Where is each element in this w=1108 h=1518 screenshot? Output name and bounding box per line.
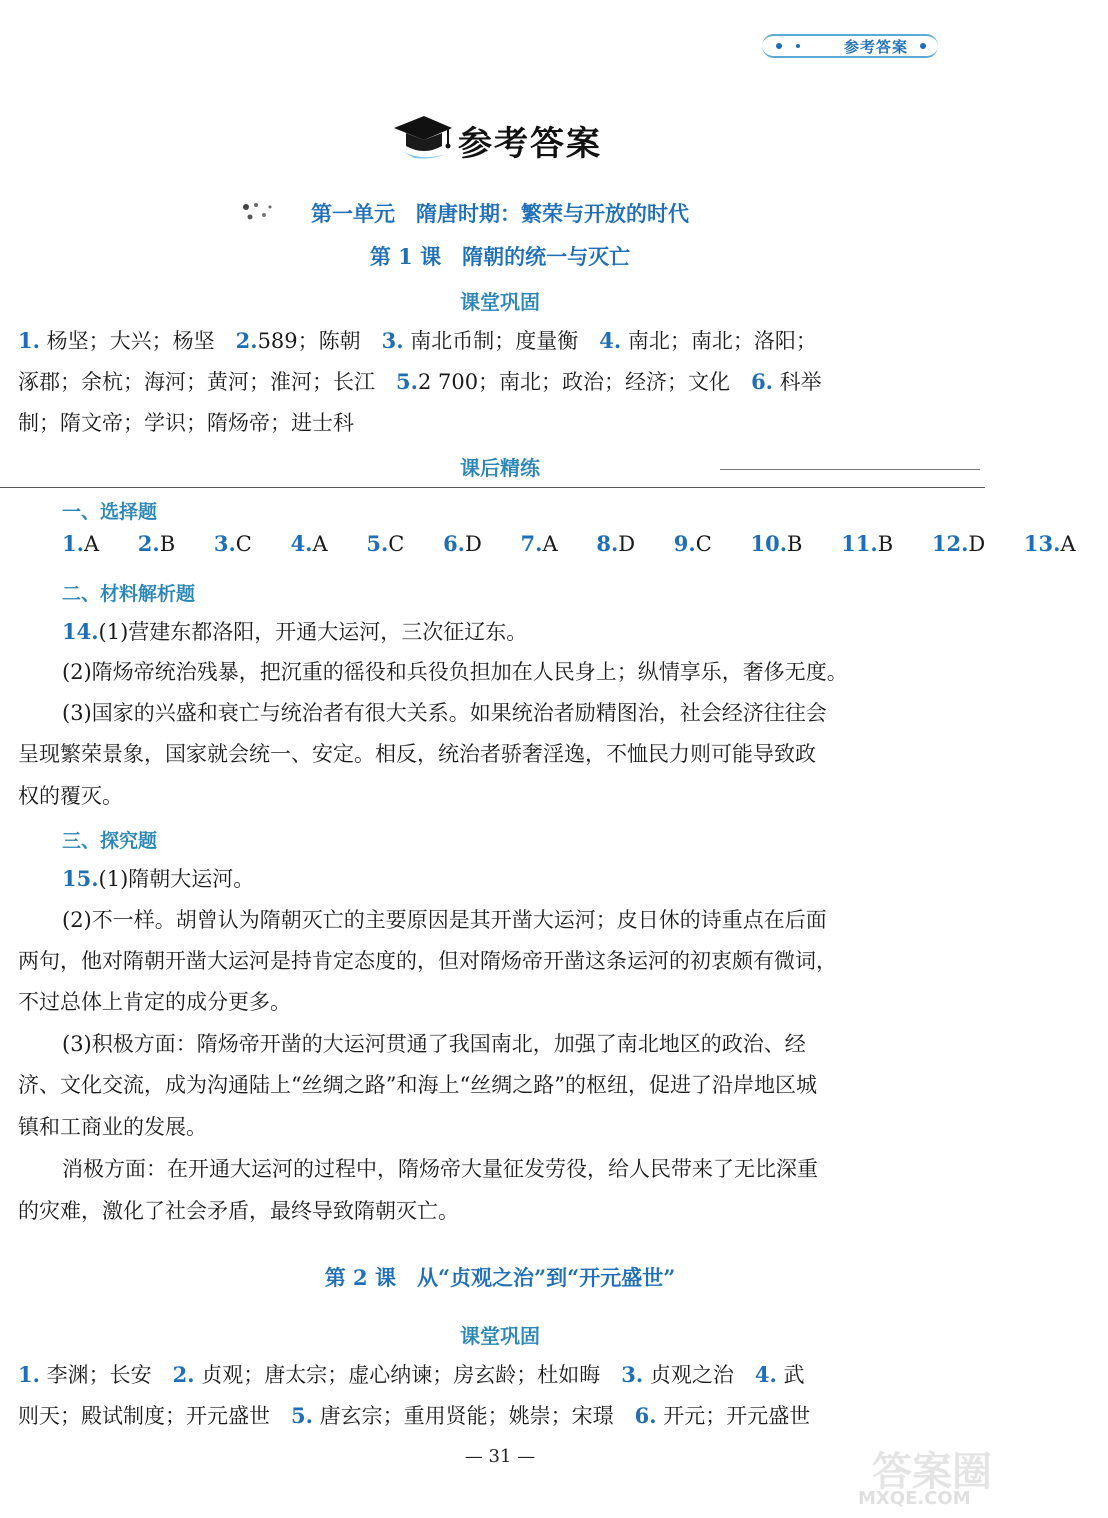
answer-line: 消极方面：在开通大运河的过程中，隋炀帝大量征发劳役，给人民带来了无比深重 [62,1157,818,1181]
lesson-1-section-classroom: 课堂巩固 [460,290,540,314]
choice-answer: 6.D [443,531,482,556]
question-group-heading: 三、探究题 [62,830,158,852]
lesson-2-section-classroom: 课堂巩固 [460,1324,540,1348]
lesson-1-title: 第 1 课 隋朝的统一与灭亡 [369,244,631,269]
answer-line: (3)积极方面：隋炀帝开凿的大运河贯通了我国南北，加强了南北地区的政治、经 [62,1032,806,1056]
answer-line: 两句，他对隋朝开凿大运河是持肯定态度的，但对隋炀帝开凿这条运河的初衷颇有微词， [18,949,837,973]
graduation-cap-icon [390,112,456,164]
question-group-heading: 二、材料解析题 [62,583,196,605]
choice-answer: 11.B [841,531,894,556]
answer-line: 不过总体上肯定的成分更多。 [18,990,291,1014]
choice-answer: 5.C [366,531,405,556]
answer-line: 15.(1)隋朝大运河。 [62,866,255,891]
answer-line: (3)国家的兴盛和衰亡与统治者有很大关系。如果统治者励精图治，社会经济往往会 [62,701,827,725]
tab-dot-icon [796,44,800,48]
page-number: — 31 — [464,1446,536,1467]
choice-answer: 9.C [673,531,712,556]
corner-tab-label: 参考答案 [843,37,908,56]
main-title: 参考答案 [458,124,602,164]
tab-dot-icon [776,43,782,49]
watermark-logo: 答案圈 [872,1449,992,1495]
choice-answer: 10.B [750,531,803,556]
watermark [828,1440,994,1512]
unit-title: 第一单元 隋唐时期：繁荣与开放的时代 [311,201,689,226]
answer-line: 制；隋文帝；学识；隋炀帝；进士科 [18,411,354,435]
choice-answer: 2.B [137,531,176,556]
choice-answer: 1.A [62,531,100,556]
answer-line: 则天；殿试制度；开元盛世 5. 唐玄宗；重用贤能；姚崇；宋璟 6. 开元；开元盛世 [18,1403,811,1428]
lesson-2-title: 第 2 课 从“贞观之治”到“开元盛世” [324,1265,676,1290]
answer-line: 1. 杨坚；大兴；杨坚 2.589；陈朝 3. 南北币制；度量衡 4. 南北；南北；洛阳； [18,328,817,353]
answer-line: 1. 李渊；长安 2. 贞观；唐太宗；虚心纳谏；房玄龄；杜如晦 3. 贞观之治 4. 武 [18,1362,805,1387]
answer-line: 14.(1)营建东都洛阳，开通大运河，三次征辽东。 [62,619,528,644]
answer-line: 呈现繁荣景象，国家就会统一、安定。相反，统治者骄奢淫逸，不恤民力则可能导致政 [18,742,816,766]
header-corner-tab [762,34,938,58]
watermark-url: MXQE.COM [858,1488,971,1509]
answer-line: 镇和工商业的发展。 [18,1115,207,1139]
choice-answer: 4.A [290,531,328,556]
answer-line: 济、文化交流，成为沟通陆上“丝绸之路”和海上“丝绸之路”的枢纽，促进了沿岸地区城 [18,1073,817,1097]
choice-answer: 7.A [520,531,558,556]
tab-dot-icon [920,43,926,49]
answer-line: (2)隋炀帝统治残暴，把沉重的徭役和兵役负担加在人民身上；纵情享乐，奢侈无度。 [62,660,848,684]
answer-line: (2)不一样。胡曾认为隋朝灭亡的主要原因是其开凿大运河；皮日休的诗重点在后面 [62,908,827,932]
answer-line: 的灾难，激化了社会矛盾，最终导致隋朝灭亡。 [18,1199,459,1223]
answer-line: 涿郡；余杭；海河；黄河；淮河；长江 5.2 700；南北；政治；经济；文化 6. 科举 [18,369,822,394]
choice-answer: 13.A [1023,531,1076,556]
choice-answer: 3.C [213,531,252,556]
choice-answers-row [62,531,1108,556]
lesson-1-section-practice: 课后精练 [460,456,540,480]
divider [0,487,985,488]
page-title-block [390,108,650,168]
choice-answer: 12.D [931,531,986,556]
choice-answer: 8.D [596,531,636,556]
answer-line: 权的覆灭。 [18,784,123,808]
question-group-heading: 一、选择题 [62,501,158,523]
